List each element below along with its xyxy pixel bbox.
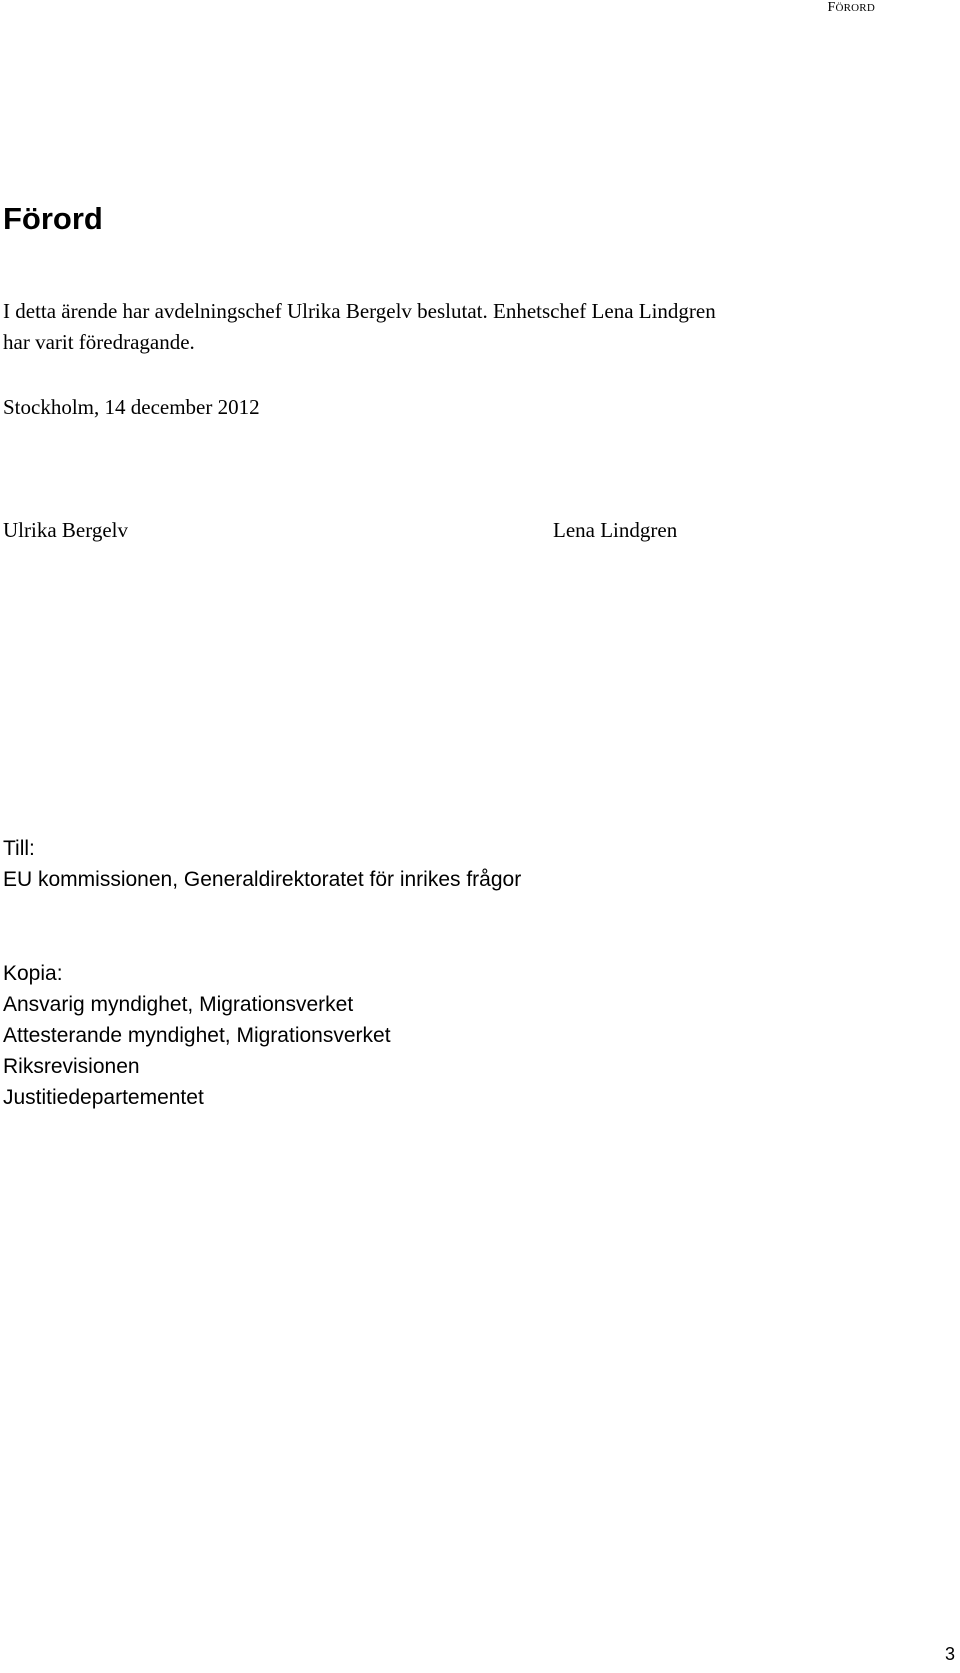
running-header-initial: F — [827, 0, 836, 15]
signature-right: Lena Lindgren — [553, 518, 678, 542]
copies-item: Riksrevisionen — [3, 1055, 140, 1078]
page-title: Förord — [3, 201, 103, 236]
copies-block — [3, 958, 391, 1113]
copies-item: Attesterande myndighet, Migrationsverket — [3, 1024, 391, 1047]
copies-item: Ansvarig myndighet, Migrationsverket — [3, 993, 354, 1016]
recipient-value: EU kommissionen, Generaldirektoratet för inrikes frågor — [3, 868, 522, 891]
intro-paragraph-line-2: har varit föredragande. — [3, 330, 195, 354]
recipient-label: Till: — [3, 837, 35, 860]
intro-paragraph — [3, 296, 853, 358]
intro-paragraph-line-1: I detta ärende har avdelningschef Ulrika Bergelv beslutat. Enhetschef Lena Lindgren — [3, 299, 716, 323]
signature-left: Ulrika Bergelv — [3, 518, 128, 542]
page-number: 3 — [944, 1644, 955, 1664]
copies-item: Justitiedepartementet — [3, 1086, 204, 1109]
copies-label: Kopia: — [3, 962, 63, 985]
running-header — [827, 0, 875, 16]
running-header-rest: ÖRORD — [835, 2, 875, 14]
place-date-line: Stockholm, 14 december 2012 — [3, 395, 260, 419]
recipient-block — [3, 833, 521, 895]
